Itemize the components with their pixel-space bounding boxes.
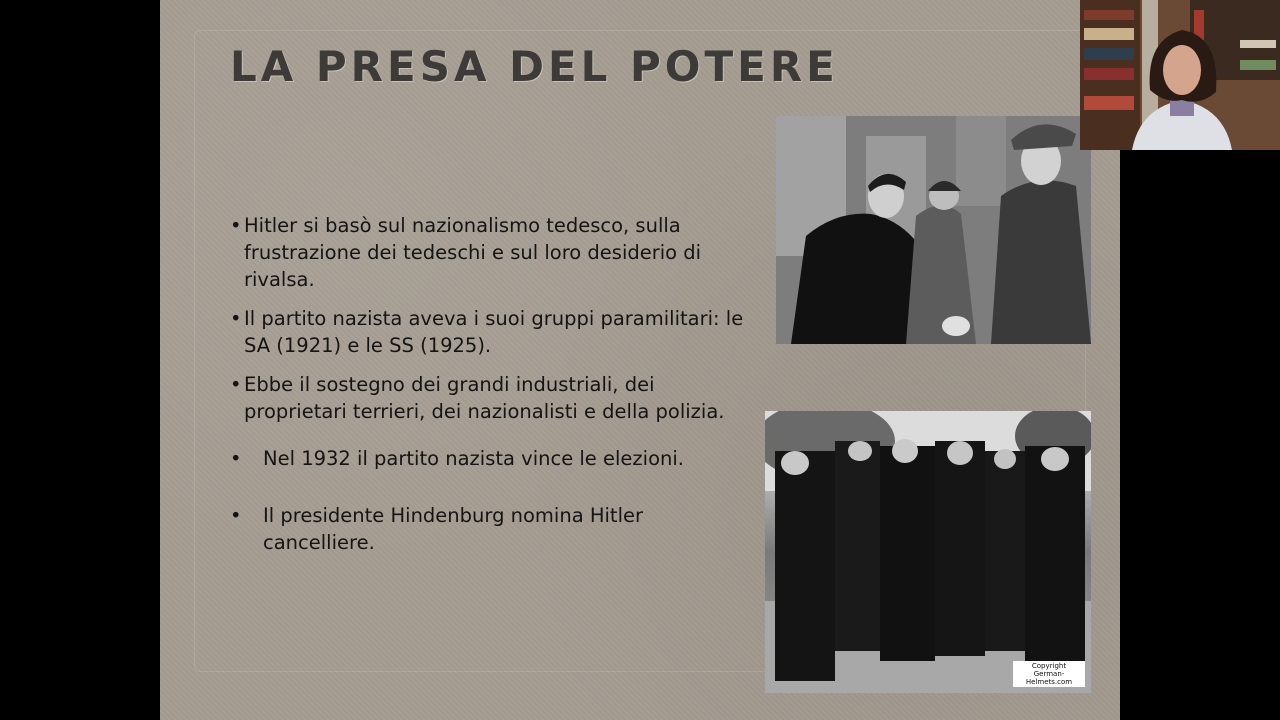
sub-bullet-item: • Il presidente Hindenburg nomina Hitler cancelliere. — [230, 502, 760, 556]
bullet-list — [230, 212, 760, 586]
slide-title: LA PRESA DEL POTERE — [230, 42, 839, 91]
webcam-overlay — [1080, 0, 1280, 150]
bullet-item: • Ebbe il sostegno dei grandi industriali, dei proprietari terrieri, dei nazionalisti e della polizia. — [230, 371, 760, 425]
photo-officers — [765, 411, 1091, 693]
photo-handshake — [776, 116, 1091, 344]
copyright-label: Copyright — [1031, 662, 1067, 670]
slide — [160, 0, 1120, 720]
webcam-presenter-art — [1080, 0, 1280, 150]
photo-officers-art — [765, 411, 1091, 693]
bullet-item: • Il partito nazista aveva i suoi gruppi paramilitari: le SA (1921) e le SS (1925). — [230, 305, 760, 359]
sub-bullet-item: • Nel 1932 il partito nazista vince le elezioni. — [230, 445, 760, 472]
copyright-watermark — [1013, 661, 1085, 687]
photo-handshake-art — [776, 116, 1091, 344]
copyright-site: German-Helmets.com — [1025, 670, 1073, 686]
bullet-item: • Hitler si basò sul nazionalismo tedesco, sulla frustrazione dei tedeschi e sul loro desiderio di rivalsa. — [230, 212, 760, 293]
